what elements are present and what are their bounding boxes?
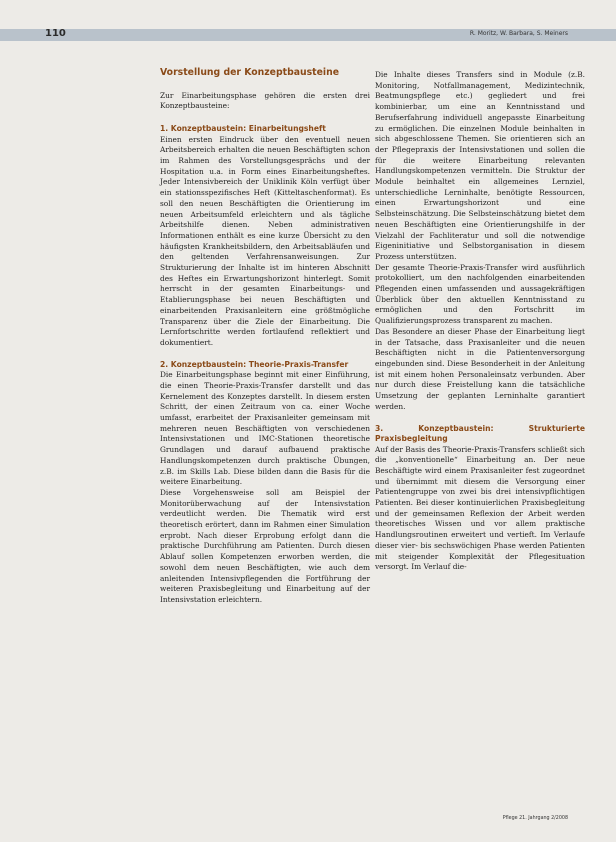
section-2-paragraph-4: Der gesamte Theorie-Praxis-Transfer wird ausführlich protokolliert, um den nachfolgenden einarbeitenden Pflegenden einen umfassenden und aussagekräftigen Überblick über den aktuellen Kenntnisstand zu ermöglichen und den Fortschritt im Qualifizierungsprozess transparent zu machen. xyxy=(375,262,585,326)
section-1-heading: 1. Konzeptbaustein: Einarbeitungsheft xyxy=(160,124,326,134)
intro-paragraph: Zur Einarbeitungsphase gehören die ersten drei Konzeptbausteine: xyxy=(160,90,370,111)
section-gap xyxy=(160,349,370,360)
page-number: 110 xyxy=(45,28,66,39)
footer-citation: Pflege 21. Jahrgang 2/2008 xyxy=(502,816,568,821)
right-column xyxy=(375,70,585,573)
section-gap xyxy=(375,413,585,424)
section-2-paragraph-1: Die Einarbeitungsphase beginnt mit einer Einführung, die einen Theorie-Praxis-Transfer darstellt und das Kernelement des Konzeptes darstellt. In diesem ersten Schritt, der einen Zeitraum von ca. einer Woche umfasst, erarbeitet der Praxisanleiter gemeinsam mit mehreren neuen Beschäftigten von verschiedenen Intensivstationen und IMC-Stationen theoretische Grundlagen und darauf aufbauend praktische Handlungskompetenzen durch praktische Übungen, z.B. im Skills Lab. Diese bilden dann die Basis für die weitere Einarbeitung. xyxy=(160,370,370,487)
section-2-heading: 2. Konzeptbaustein: Theorie-Praxis-Transfer xyxy=(160,359,349,369)
section-3-heading: 3. Konzeptbaustein: Strukturierte Praxisbegleitung xyxy=(375,423,585,443)
left-column xyxy=(160,68,370,606)
section-2-paragraph-3: Die Inhalte dieses Transfers sind in Module (z.B. Monitoring, Notfallmanagement, Medizintechnik, Beatmungspflege etc.) gegliedert und frei kombinierbar, um eine an Kenntnisstand und Berufserfahrung individuell angepasste Einarbeitung zu ermöglichen. Die einzelnen Module beinhalten in sich abgeschlossene Themen. Sie orientieren sich an der Pflegepraxis der Intensivstationen und sollen die für die weitere Einarbeitung relevanten Handlungskompetenzen vermitteln. Die Struktur der Module beinhaltet ein allgemeines Lernziel, unterschiedliche Lerninhalte, benötigte Ressourcen, einen Erwartungshorizont und eine Selbsteinschätzung. Die Selbsteinschätzung bietet dem neuen Beschäftigten eine Orientierungshilfe in der Vielzahl der Fachliteratur und soll die notwendige Eigeninitiative und Selbstorganisation in diesem Prozess unterstützen. xyxy=(375,70,585,261)
article-title: Vorstellung der Konzeptbausteine xyxy=(160,67,340,78)
section-2-paragraph-2: Diese Vorgehensweise soll am Beispiel der Monitorüberwachung auf der Intensivstation verdeutlicht werden. Die Thematik wird erst theoretisch erörtert, dann im Rahmen einer Simulation erprobt. Nach dieser Erprobung erfolgt dann die praktische Durchführung am Patienten. Durch diesen Ablauf sollen Kompetenzen erworben werden, die sowohl dem neuen Beschäftigten, wie auch dem anleitenden Intensivpflegenden die Fortführung der weiteren Praxisbegleitung und Einarbeitung auf der Intensivstation erleichtern. xyxy=(160,487,370,604)
section-1-paragraph-1: Einen ersten Eindruck über den eventuell neuen Arbeitsbereich erhalten die neuen Beschäftigten schon im Rahmen des Vorstellungsgesprächs und der Hospitation u.a. in Form eines Einarbeitungsheftes. Jeder Intensivbereich der Uniklinik Köln verfügt über ein stationsspezifisches Heft (Kitteltaschenformat). Es soll den neuen Beschäftigten die Orientierung im neuen Arbeitsumfeld erleichtern und als tägliche Arbeitshilfe dienen. Neben administrativen Informationen enthält es eine kurze Übersicht zu den häufigsten Krankheitsbildern, den Arbeitsabläufen und den geltenden Verfahrensanweisungen. Zur Strukturierung der Inhalte ist im hinteren Abschnitt des Heftes ein Erwartungshorizont hinterlegt. Somit herrscht in der gesamten Einarbeitungs- und Etablierungsphase bei neuen Beschäftigten und einarbeitenden Praxisanleitern eine größtmögliche Transparenz über die Ziele der Einarbeitung. Die Lernfortschritte werden fortlaufend reflektiert und dokumentiert. xyxy=(160,134,370,347)
section-3-paragraph-1: Auf der Basis des Theorie-Praxis-Transfers schließt sich die „konventionelle“ Einarbeitung an. Der neue Beschäftigte wird einem Praxisanleiter fest zugeordnet und übernimmt mit diesem die Versorgung einer Patientengruppe von zwei bis drei intensivpflichtigen Patienten. Bei dieser kontinuierlichen Praxisbegleitung und der gemeinsamen Reflexion der Arbeit werden theoretisches Wissen und vor allem praktische Handlungsroutinen erweitert und vertieft. Im Verlaufe dieser vier- bis sechswöchigen Phase werden Patienten mit steigender Komplexität der Pflegesituation versorgt. Im Verlauf die- xyxy=(375,444,585,572)
running-head-authors: R. Moritz, W. Barbara, S. Meiners xyxy=(469,30,568,37)
section-2-paragraph-5: Das Besondere an dieser Phase der Einarbeitung liegt in der Tatsache, dass Praxisanleiter und die neuen Beschäftigten nicht in die Patientenversorgung eingebunden sind. Diese Besonderheit in der Anleitung ist mit einem hohen Personaleinsatz verbunden. Aber nur durch diese Freistellung kann die tatsächliche Umsetzung der geplanten Lerninhalte garantiert werden. xyxy=(375,326,585,411)
